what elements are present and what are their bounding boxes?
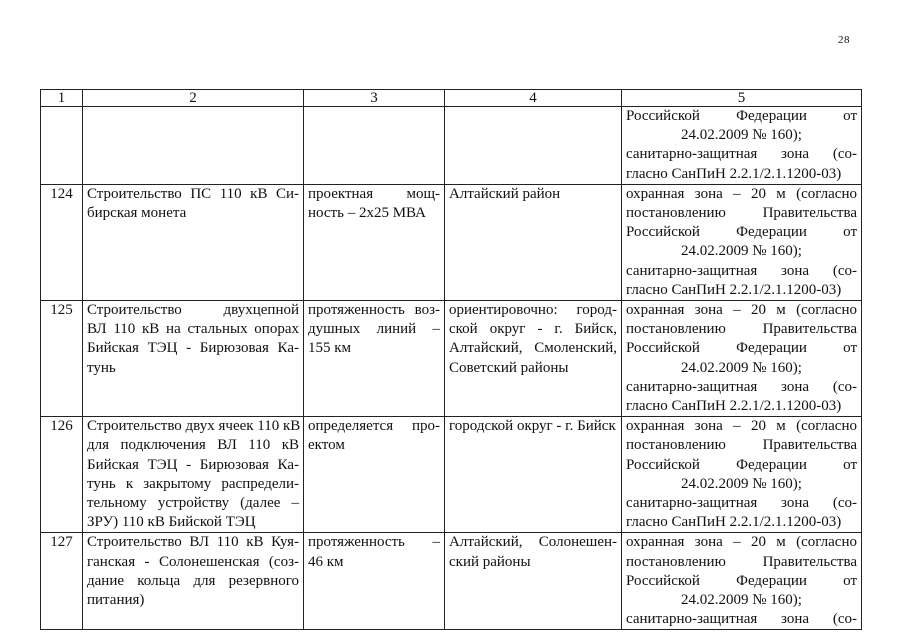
- cell-line: 46 км: [308, 553, 344, 570]
- cell-line: Строительство двух ячеек 110 кВ: [87, 418, 301, 435]
- cell-line: тунь к закрытому распредели-: [87, 475, 299, 492]
- row-number-cell: 126: [41, 417, 83, 533]
- cell-line: Российской Федерации от: [626, 108, 857, 124]
- cell-line: ность – 2х25 МВА: [308, 205, 426, 222]
- cell-line: санитарно-защитная зона (со-: [626, 146, 857, 163]
- zones-cell: [622, 184, 862, 300]
- cell-line: душных линий –: [308, 321, 440, 338]
- parameter-cell: [304, 533, 445, 630]
- cell-line: ской округ - г. Бийск,: [449, 321, 617, 338]
- table-row: [41, 107, 862, 185]
- cell-line: 24.02.2009 № 160);: [681, 127, 802, 144]
- cell-line: бирская монета: [87, 205, 187, 222]
- cell-line: городской округ - г. Бийск: [449, 418, 616, 435]
- cell-line: Бийская ТЭЦ - Бирюзовая Ка-: [87, 456, 299, 473]
- cell-line: охранная зона – 20 м (согласно: [626, 302, 857, 319]
- location-cell: [445, 107, 622, 185]
- cell-line: определяется про-: [308, 418, 440, 435]
- header-col-2: 2: [83, 90, 304, 107]
- cell-line: проектная мощ-: [308, 185, 440, 202]
- cell-line: ектом: [308, 437, 345, 454]
- header-col-5: 5: [622, 90, 862, 107]
- cell-line: 24.02.2009 № 160);: [681, 475, 802, 492]
- cell-line: охранная зона – 20 м (согласно: [626, 534, 857, 551]
- cell-line: ский районы: [449, 553, 531, 570]
- cell-line: санитарно-защитная зона (со-: [626, 611, 857, 628]
- cell-line: охранная зона – 20 м (согласно: [626, 418, 857, 435]
- zones-cell: [622, 107, 862, 185]
- cell-line: Бийская ТЭЦ - Бирюзовая Ка-: [87, 340, 299, 357]
- cell-line: постановлению Правительства: [626, 437, 857, 454]
- cell-line: ВЛ 110 кВ на стальных опорах: [87, 321, 299, 338]
- cell-line: Строительство ПС 110 кВ Си-: [87, 185, 299, 202]
- page-number: 28: [838, 34, 850, 46]
- header-row: [41, 90, 862, 107]
- project-name-cell: [83, 301, 304, 417]
- row-number-cell: 124: [41, 184, 83, 300]
- row-number-cell: [41, 107, 83, 185]
- cell-line: постановлению Правительства: [626, 205, 857, 222]
- zones-cell: [622, 533, 862, 630]
- cell-line: ориентировочно: город-: [449, 302, 617, 319]
- location-cell: [445, 417, 622, 533]
- project-name-cell: [83, 533, 304, 630]
- cell-line: санитарно-защитная зона (со-: [626, 378, 857, 395]
- cell-line: ЗРУ) 110 кВ Бийской ТЭЦ: [87, 514, 256, 531]
- cell-line: 24.02.2009 № 160);: [681, 359, 802, 376]
- cell-line: санитарно-защитная зона (со-: [626, 262, 857, 279]
- cell-line: 155 км: [308, 340, 352, 357]
- cell-line: 24.02.2009 № 160);: [681, 243, 802, 260]
- parameter-cell: [304, 417, 445, 533]
- table-body: [41, 107, 862, 630]
- row-number-cell: 125: [41, 301, 83, 417]
- table-row: [41, 301, 862, 417]
- location-cell: [445, 301, 622, 417]
- project-name-cell: [83, 417, 304, 533]
- cell-line: Российской Федерации от: [626, 572, 857, 589]
- cell-line: гласно СанПиН 2.2.1/2.1.1200-03): [626, 398, 842, 415]
- cell-line: охранная зона – 20 м (согласно: [626, 185, 857, 202]
- cell-line: Российской Федерации от: [626, 456, 857, 473]
- parameter-cell: [304, 301, 445, 417]
- cell-line: Строительство двухцепной: [87, 302, 299, 319]
- cell-line: гласно СанПиН 2.2.1/2.1.1200-03): [626, 514, 842, 531]
- cell-line: постановлению Правительства: [626, 553, 857, 570]
- cell-line: Алтайский, Солонешен-: [449, 534, 617, 551]
- cell-line: Советский районы: [449, 359, 569, 376]
- table-row: [41, 184, 862, 300]
- cell-line: постановлению Правительства: [626, 321, 857, 338]
- header-col-4: 4: [445, 90, 622, 107]
- row-number-cell: 127: [41, 533, 83, 630]
- cell-line: Алтайский, Смоленский,: [449, 340, 617, 357]
- cell-line: для подключения ВЛ 110 кВ: [87, 437, 299, 454]
- cell-line: санитарно-защитная зона (со-: [626, 495, 857, 512]
- zones-cell: [622, 301, 862, 417]
- location-cell: [445, 533, 622, 630]
- cell-line: ганская - Солонешенская (соз-: [87, 553, 299, 570]
- project-name-cell: [83, 184, 304, 300]
- cell-line: тельному устройству (далее –: [87, 495, 299, 512]
- location-cell: [445, 184, 622, 300]
- cell-line: Алтайский район: [449, 185, 561, 202]
- cell-line: протяженность –: [308, 534, 440, 551]
- cell-line: гласно СанПиН 2.2.1/2.1.1200-03): [626, 165, 842, 182]
- zones-cell: [622, 417, 862, 533]
- cell-line: гласно СанПиН 2.2.1/2.1.1200-03): [626, 281, 842, 298]
- header-col-1: 1: [41, 90, 83, 107]
- parameter-cell: [304, 184, 445, 300]
- cell-line: протяженность воз-: [308, 302, 440, 319]
- project-name-cell: [83, 107, 304, 185]
- header-col-3: 3: [304, 90, 445, 107]
- cell-line: 24.02.2009 № 160);: [681, 592, 802, 609]
- document-table: [40, 89, 862, 630]
- cell-line: Российской Федерации от: [626, 340, 857, 357]
- table-row: [41, 417, 862, 533]
- table-row: [41, 533, 862, 630]
- cell-line: дание кольца для резервного: [87, 572, 299, 589]
- parameter-cell: [304, 107, 445, 185]
- cell-line: тунь: [87, 359, 116, 376]
- cell-line: Строительство ВЛ 110 кВ Куя-: [87, 534, 299, 551]
- cell-line: питания): [87, 592, 145, 609]
- table-header: [41, 90, 862, 107]
- cell-line: Российской Федерации от: [626, 224, 857, 241]
